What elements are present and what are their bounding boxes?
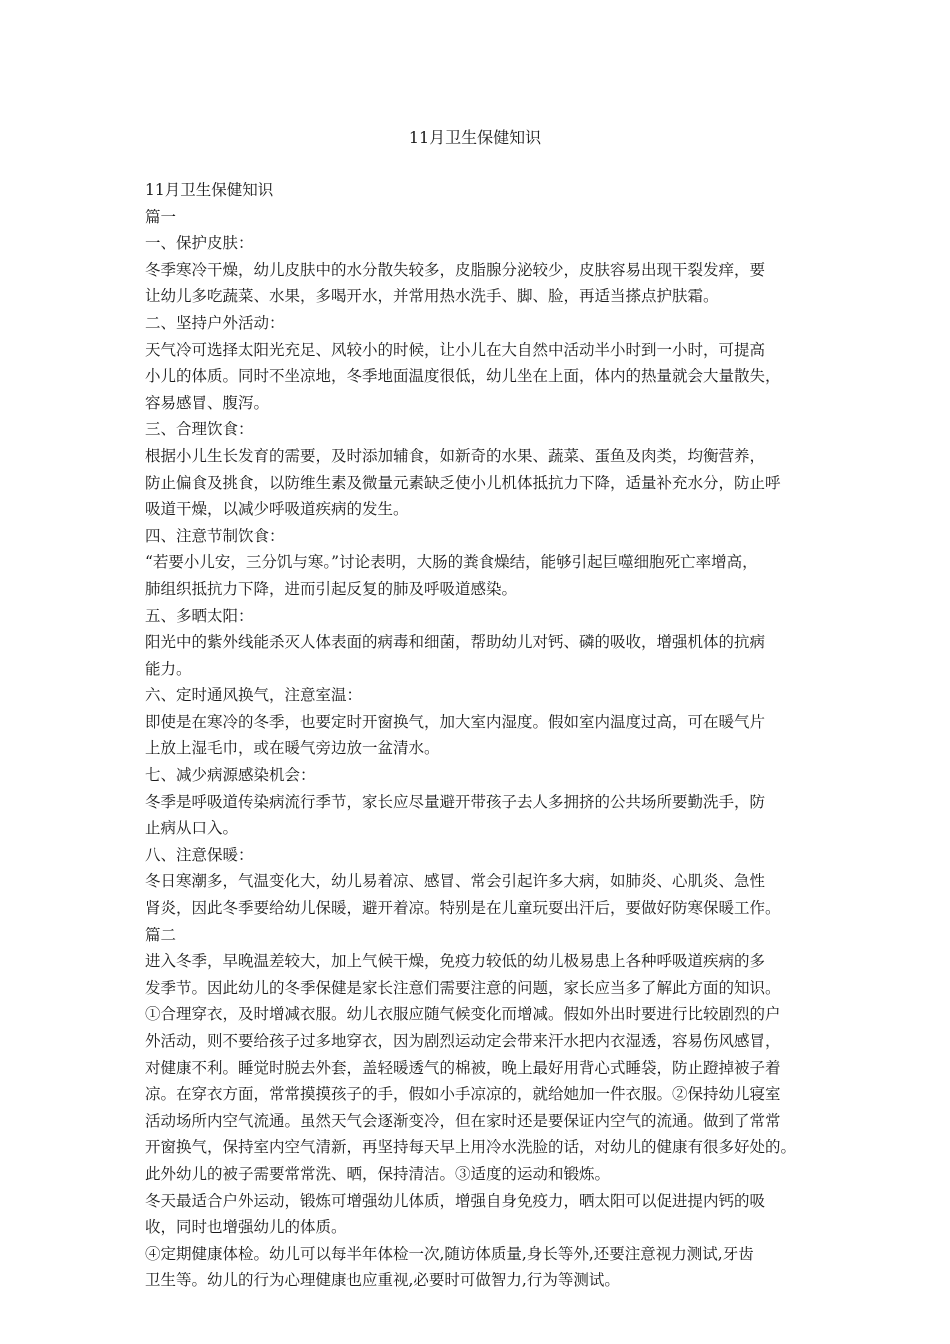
text-line: 八、注意保暖： [145, 845, 254, 864]
text-line: 吸道干燥，以减少呼吸道疾病的发生。 [145, 500, 409, 519]
text-line: 收，同时也增强幼儿的体质。 [145, 1218, 347, 1237]
text-line: 能力。 [145, 659, 192, 678]
text-line: 四、注意节制饮食： [145, 526, 285, 545]
text-line: 冬日寒潮多，气温变化大，幼儿易着凉、感冒、常会引起许多大病，如肺炎、心肌炎、急性 [145, 872, 766, 891]
text-line: 天气冷可选择太阳光充足、风较小的时候，让小儿在大自然中活动半小时到一小时，可提高 [145, 340, 766, 359]
text-line: 对健康不利。睡觉时脱去外套，盖轻暖透气的棉被，晚上最好用背心式睡袋，防止蹬掉被子着 [145, 1058, 781, 1077]
text-line: 开窗换气，保持室内空气清新，再坚持每天早上用冷水洗脸的话，对幼儿的健康有很多好处的。 [145, 1138, 797, 1157]
text-line: 止病从口入。 [145, 819, 239, 838]
page-title: 11月卫生保健知识 [408, 128, 542, 147]
document-body [145, 177, 805, 1294]
text-line: 外活动，则不要给孩子过多地穿衣，因为剧烈运动定会带来汗水把内衣湿透，容易伤风感冒， [145, 1032, 781, 1050]
text-line: 冬季是呼吸道传染病流行季节，家长应尽量避开带孩子去人多拥挤的公共场所要勤洗手，防 [145, 792, 766, 811]
text-line: 冬天最适合户外运动，锻炼可增强幼儿体质，增强自身免疫力，晒太阳可以促进提内钙的吸 [145, 1191, 766, 1210]
text-line: 活动场所内空气流通。虽然天气会逐渐变冷，但在家时还是要保证内空气的流通。做到了常常 [145, 1111, 781, 1130]
text-line: ④定期健康体检。幼儿可以每半年体检一次,随访体质量,身长等外,还要注意视力测试,牙齿 [145, 1244, 754, 1263]
text-line: 篇一 [145, 207, 177, 226]
text-line: 发季节。因此幼儿的冬季保健是家长注意们需要注意的问题，家长应当多了解此方面的知识。 [145, 978, 781, 997]
text-line: ①合理穿衣，及时增减衣服。幼儿衣服应随气候变化而增减。假如外出时要进行比较剧烈的户 [145, 1005, 781, 1024]
text-line: 三、合理饮食： [145, 420, 254, 439]
text-line: 阳光中的紫外线能杀灭人体表面的病毒和细菌，帮助幼儿对钙、磷的吸收，增强机体的抗病 [145, 633, 766, 652]
text-line: 七、减少病源感染机会： [145, 766, 316, 785]
text-line: 上放上湿毛巾，或在暖气旁边放一盆清水。 [145, 739, 440, 758]
text-line: 冬季寒冷干燥，幼儿皮肤中的水分散失较多，皮脂腺分泌较少，皮肤容易出现干裂发痒，要 [145, 260, 766, 279]
text-line: 此外幼儿的被子需要常常洗、晒，保持清洁。③适度的运动和锻炼。 [145, 1164, 611, 1183]
text-line: 即使是在寒冷的冬季，也要定时开窗换气，加大室内湿度。假如室内温度过高，可在暖气片 [145, 712, 766, 731]
text-line: 容易感冒、腹泻。 [145, 393, 270, 412]
text-line: 肺组织抵抗力下降，进而引起反复的肺及呼吸道感染。 [145, 579, 518, 598]
text-line: 二、坚持户外活动： [145, 313, 285, 332]
text-line: 五、多晒太阳： [145, 606, 254, 625]
text-line: 篇二 [145, 925, 177, 944]
text-line: 小儿的体质。同时不坐凉地，冬季地面温度很低，幼儿坐在上面，体内的热量就会大量散失， [145, 367, 781, 386]
text-line: 一、保护皮肤： [145, 234, 254, 253]
text-line: 根据小儿生长发育的需要，及时添加辅食，如新奇的水果、蔬菜、蛋鱼及肉类，均衡营养， [145, 446, 766, 465]
text-line: 防止偏食及挑食，以防维生素及微量元素缺乏使小儿机体抵抗力下降，适量补充水分，防止呼 [145, 473, 781, 492]
text-line: 进入冬季，早晚温差较大，加上气候干燥，免疫力较低的幼儿极易患上各种呼吸道疾病的多 [145, 952, 766, 971]
text-line: 让幼儿多吃蔬菜、水果，多喝开水，并常用热水洗手、脚、脸，再适当搽点护肤霜。 [145, 287, 719, 306]
text-line: 肾炎，因此冬季要给幼儿保暖，避开着凉。特别是在儿童玩耍出汗后，要做好防寒保暖工作。 [145, 899, 781, 918]
text-line: “若要小儿安，三分饥与寒。”讨论表明，大肠的粪食燥结，能够引起巨噬细胞死亡率增高， [145, 553, 758, 572]
text-line: 11月卫生保健知识 [145, 181, 274, 199]
text-line: 卫生等。幼儿的行为心理健康也应重视,必要时可做智力,行为等测试。 [145, 1271, 620, 1290]
text-line: 凉。在穿衣方面，常常摸摸孩子的手，假如小手凉凉的，就给她加一件衣服。②保持幼儿寝室 [145, 1085, 781, 1104]
text-line: 六、定时通风换气，注意室温： [145, 686, 363, 705]
